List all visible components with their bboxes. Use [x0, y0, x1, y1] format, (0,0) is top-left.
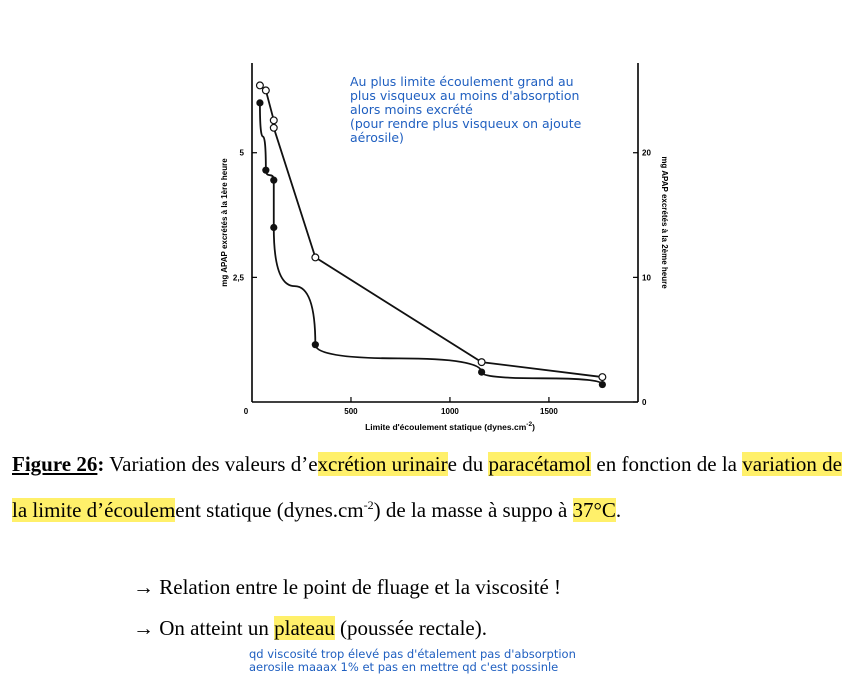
annotation-line: Au plus limite écoulement grand au [350, 74, 574, 89]
y-axis-right-label: mg APAP excrétés à la 2ème heure [660, 156, 669, 289]
highlight: paracétamol [488, 452, 592, 476]
y-right-tick-label: 0 [642, 398, 647, 407]
x-tick-label: 0 [243, 407, 249, 416]
bullet-text: (poussée rectale). [334, 616, 487, 640]
data-point-open [270, 124, 277, 131]
highlight: plateau [274, 616, 335, 640]
annotation-line: aérosile) [350, 130, 404, 145]
arrow-bullet-2 [133, 615, 487, 641]
figure-label: Figure 26 [12, 452, 98, 476]
y-axis-left-label: mg APAP excrétés à la 1ère heure [220, 158, 229, 287]
x-tick-label: 1000 [441, 407, 459, 416]
x-tick-label: 1500 [540, 407, 558, 416]
caption-text: ent statique (dynes.cm [175, 498, 364, 522]
data-point-filled [256, 99, 263, 106]
highlight: 37°C [572, 498, 616, 522]
annotation-line: aerosile maaax 1% et pas en mettre qd c'est possinle [249, 660, 559, 674]
y-left-tick-label: 2,5 [232, 273, 244, 283]
data-point-open [257, 82, 264, 89]
caption-text: . [615, 498, 622, 522]
data-point-filled [599, 381, 606, 388]
data-point-open [262, 87, 269, 94]
caption-text: en fonction de la [591, 452, 743, 476]
arrow-icon: → [133, 575, 154, 599]
chart-axis-labels [220, 156, 669, 432]
highlight: xcrétion urinair [317, 452, 448, 476]
annotation-line: plus visqueux au moins d'absorption [350, 88, 580, 103]
caption-colon: : [97, 452, 105, 476]
caption-text: Variation des valeurs d’e [104, 452, 318, 476]
data-point-filled [312, 341, 319, 348]
arrow-icon: → [133, 616, 154, 640]
data-point-filled [262, 167, 269, 174]
y-left-tick-label: 5 [239, 148, 244, 158]
data-point-filled [270, 224, 277, 231]
data-point-filled [478, 368, 485, 375]
annotation-line: qd viscosité trop élevé pas d'étalement pas d'absorption [249, 647, 576, 661]
caption-superscript: -2 [363, 498, 374, 512]
y-right-tick-label: 10 [642, 273, 651, 283]
annotation-line: alors moins excrété [350, 102, 473, 117]
bullet-text: On atteint un [154, 616, 275, 640]
annotation-note-bottom [249, 648, 669, 674]
annotation-note-top [350, 75, 610, 145]
data-point-filled [270, 177, 277, 184]
caption-text: ) de la masse à suppo à [373, 498, 573, 522]
data-point-open [270, 117, 277, 124]
caption-text: e du [447, 452, 489, 476]
highlight: variation de la limite d’écoulem [12, 452, 843, 522]
y-right-tick-label: 20 [642, 148, 651, 158]
data-point-open [599, 374, 606, 381]
x-axis-label: Limite d'écoulement statique $(dynes.cm^{-2})$ [365, 421, 535, 432]
data-point-open [312, 254, 319, 261]
x-tick-label: 500 [344, 407, 358, 416]
arrow-bullet-1 [133, 574, 561, 600]
data-point-open [478, 359, 485, 366]
figure-caption [12, 444, 842, 531]
annotation-line: (pour rendre plus visqueux on ajoute [350, 116, 582, 131]
bullet-text: Relation entre le point de fluage et la viscosité ! [154, 575, 562, 599]
